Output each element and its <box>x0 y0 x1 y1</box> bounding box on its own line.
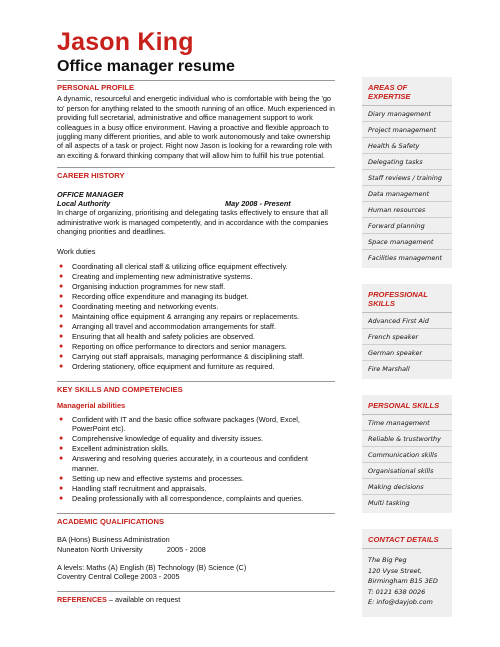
personal-heading: PERSONAL SKILLS <box>362 398 452 415</box>
job-title: OFFICE MANAGER <box>57 189 124 199</box>
list-item: Communication skills <box>362 447 452 463</box>
list-item: Organisational skills <box>362 463 452 479</box>
list-item: Space management <box>362 234 452 250</box>
bullet-icon: ● <box>59 303 64 311</box>
bullet-icon: ● <box>59 445 64 453</box>
list-item: ● Arranging all travel and accommodation arrangements for staff. <box>59 322 276 332</box>
list-item: ● Coordinating meeting and networking events. <box>59 302 219 312</box>
list-item: Data management <box>362 186 452 202</box>
list-item: ● Setting up new and effective systems and processes. <box>59 473 244 483</box>
list-item: Forward planning <box>362 218 452 234</box>
bullet-icon: ● <box>59 474 64 482</box>
list-item: Diary management <box>362 106 452 122</box>
profile-text: A dynamic, resourceful and energetic individual who is comfortable with being the 'go to' person for anything related to the smooth running of an office. Much experienced in providing full secretarial, administrative and office management support to work colleagues in a busy office environment. Having a proactive and flexible approach to juggling many different priorities, and able to work autonomously and take ownership of all aspects of a task or project. Right now Jason is looking for a rewarding role with an exciting & forward thinking company that will allow him to fulfill his true potential. <box>57 94 335 160</box>
list-item: ● Confident with IT and the basic office software packages (Word, Excel, PowerPoint etc). <box>59 414 300 434</box>
job-description: In charge of organizing, prioritising and delegating tasks effectively to ensure that all administrative work is managed competently, and in accordance with the companies changing priorities and deadlines. <box>57 208 329 237</box>
duties-list <box>57 262 335 371</box>
duties-heading: Work duties <box>57 246 96 256</box>
list-item: French speaker <box>362 329 452 345</box>
contact-line: 120 Vyse Street, <box>368 566 423 575</box>
list-item: Staff reviews / training <box>362 170 452 186</box>
job-dates: May 2008 - Present <box>225 199 291 209</box>
education-college: Coventry Central College 2003 - 2005 <box>57 572 180 582</box>
education-degree: BA (Hons) Business Administration <box>57 535 170 545</box>
contact-phone: T: 0121 638 0026 <box>368 587 426 596</box>
skills-list <box>57 415 335 503</box>
list-item: ● Answering and resolving queries accurately, in a courteous and confident manner. <box>59 454 308 473</box>
list-item: German speaker <box>362 345 452 361</box>
bullet-icon: ● <box>59 415 64 423</box>
list-item: ● Maintaining office equipment & arranging any repairs or replacements. <box>59 312 300 322</box>
main-column <box>57 80 335 604</box>
career-heading: CAREER HISTORY <box>57 171 125 181</box>
list-item: Multi tasking <box>368 499 410 507</box>
bullet-icon: ● <box>59 455 64 463</box>
education-university: Nuneaton North University 2005 - 2008 <box>57 544 206 554</box>
list-item: ● Coordinating all clerical staff & utilizing office equipment effectively. <box>59 262 288 272</box>
profile-heading: PERSONAL PROFILE <box>57 83 135 92</box>
personal-box <box>362 395 452 513</box>
list-item: Time management <box>362 415 452 431</box>
contact-line: Birmingham B15 3ED <box>368 577 438 585</box>
list-item: ● Dealing professionally with all correspondence, complaints and queries. <box>59 493 304 503</box>
skills-heading: KEY SKILLS AND COMPETENCIES <box>57 385 183 395</box>
list-item: Reliable & trustworthy <box>362 431 452 447</box>
bullet-icon: ● <box>59 363 64 371</box>
sidebar <box>362 77 452 633</box>
professional-heading: PROFESSIONAL SKILLS <box>362 287 452 313</box>
bullet-icon: ● <box>59 435 64 443</box>
bullet-icon: ● <box>59 293 64 301</box>
education-heading: ACADEMIC QUALIFICATIONS <box>57 516 165 526</box>
bullet-icon: ● <box>59 283 64 291</box>
resume-subtitle: Office manager resume <box>57 58 235 75</box>
list-item: ● Ensuring that all health and safety policies are observed. <box>59 332 255 342</box>
contact-heading: CONTACT DETAILS <box>362 532 452 549</box>
list-item: Making decisions <box>362 479 452 495</box>
expertise-heading: AREAS OF EXPERTISE <box>362 80 452 106</box>
education-alevels: A levels: Maths (A) English (B) Technology (B) Science (C) <box>57 562 247 572</box>
list-item: Fire Marshall <box>368 365 410 373</box>
bullet-icon: ● <box>59 263 64 271</box>
references-label: REFERENCES <box>57 594 107 604</box>
list-item: Human resources <box>362 202 452 218</box>
professional-box <box>362 284 452 379</box>
contact-box <box>362 529 452 617</box>
skills-subheading: Managerial abilities <box>57 400 126 410</box>
list-item: ● Excellent administration skills. <box>59 444 169 454</box>
bullet-icon: ● <box>59 273 64 281</box>
bullet-icon: ● <box>59 343 64 351</box>
bullet-icon: ● <box>59 484 64 492</box>
list-item: Project management <box>362 122 452 138</box>
references-text: – available on request <box>106 594 181 604</box>
references-line <box>57 592 335 604</box>
list-item: Delegating tasks <box>362 154 452 170</box>
bullet-icon: ● <box>59 323 64 331</box>
candidate-name: Jason King <box>57 28 194 56</box>
bullet-icon: ● <box>59 333 64 341</box>
contact-line: The Big Peg <box>368 556 407 564</box>
list-item: ● Handling staff recruitment and appraisals. <box>59 483 207 493</box>
job-organisation: Local Authority <box>57 199 111 209</box>
bullet-icon: ● <box>59 313 64 321</box>
list-item: ● Comprehensive knowledge of equality and diversity issues. <box>59 434 264 444</box>
list-item: ● Creating and implementing new administrative systems. <box>59 272 253 282</box>
list-item: ● Recording office expenditure and managing its budget. <box>59 292 249 302</box>
list-item: Health & Safety <box>362 138 452 154</box>
list-item: ● Carrying out staff appraisals, managing performance & disciplining staff. <box>59 352 305 362</box>
list-item: ● Organising induction programmes for new staff. <box>59 282 226 292</box>
list-item: Facilities management <box>368 254 443 262</box>
bullet-icon: ● <box>59 353 64 361</box>
bullet-icon: ● <box>59 494 64 502</box>
expertise-box <box>362 77 452 268</box>
contact-email[interactable]: E: info@dayjob.com <box>368 598 433 606</box>
contact-details <box>362 549 452 614</box>
job-meta <box>57 199 335 208</box>
list-item: ● Ordering stationery, office equipment and furniture as required. <box>59 362 275 372</box>
list-item: Advanced First Aid <box>362 313 452 329</box>
list-item: ● Reporting on office performance to directors and senior managers. <box>59 342 287 352</box>
